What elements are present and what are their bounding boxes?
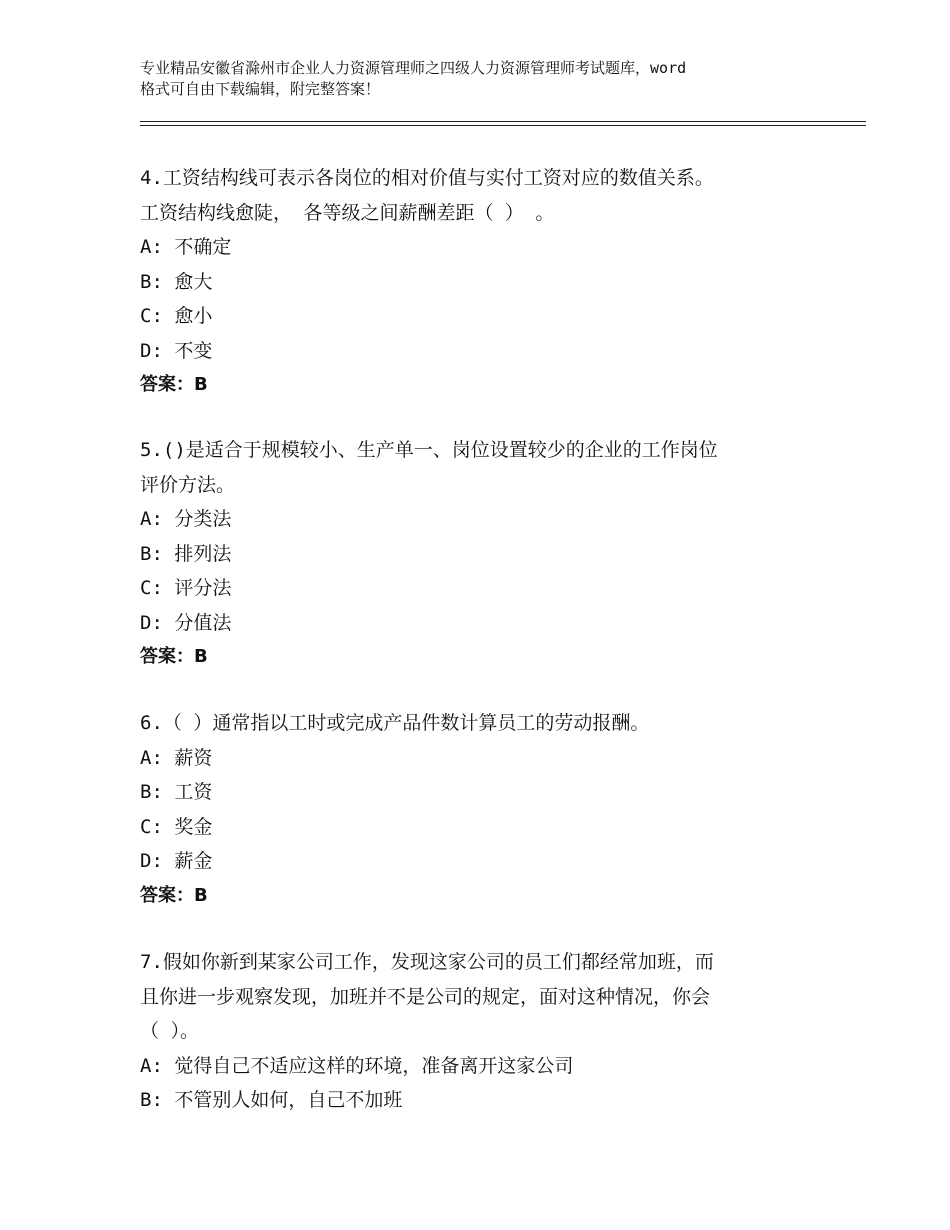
question-6 <box>140 706 820 913</box>
option-d: D: 不变 <box>140 339 213 362</box>
option-a: A: 觉得自己不适应这样的环境，准备离开这家公司 <box>140 1054 574 1077</box>
answer: 答案：B <box>140 884 208 906</box>
header-divider-bottom <box>140 125 866 126</box>
header-line-2: 格式可自由下载编辑，附完整答案！ <box>140 80 381 98</box>
question-stem-line: 6.（ ）通常指以工时或完成产品件数计算员工的劳动报酬。 <box>140 712 650 734</box>
option-d: D: 分值法 <box>140 611 232 634</box>
option-c: C: 愈小 <box>140 305 213 327</box>
question-5 <box>140 433 820 675</box>
header-line-1: 专业精品安徽省滁州市企业人力资源管理师之四级人力资源管理师考试题库，word <box>140 59 687 77</box>
option-b: B: 工资 <box>140 781 213 803</box>
option-b: B: 不管别人如何，自己不加班 <box>140 1089 403 1111</box>
question-stem-line: 且你进一步观察发现，加班并不是公司的规定，面对这种情况，你会 <box>140 985 711 1008</box>
answer: 答案：B <box>140 646 208 667</box>
option-c: C: 奖金 <box>140 815 213 838</box>
question-stem-line: 7.假如你新到某家公司工作，发现这家公司的员工们都经常加班，而 <box>140 951 714 973</box>
option-d: D: 薪金 <box>140 850 213 872</box>
option-a: A: 薪资 <box>140 746 213 769</box>
option-b: B: 排列法 <box>140 542 232 565</box>
question-stem-line: （ ）。 <box>140 1020 199 1042</box>
question-stem-line: 工资结构线愈陡， 各等级之间薪酬差距（ ） 。 <box>140 201 555 224</box>
document-header <box>140 58 830 100</box>
option-b: B: 愈大 <box>140 270 213 293</box>
question-stem-line: 5.()是适合于规模较小、生产单一、岗位设置较少的企业的工作岗位 <box>140 439 718 461</box>
question-7 <box>140 945 820 1118</box>
option-c: C: 评分法 <box>140 577 232 599</box>
question-4 <box>140 161 820 403</box>
question-stem-line: 评价方法。 <box>140 473 236 496</box>
option-a: A: 不确定 <box>140 236 232 258</box>
header-divider-top <box>140 121 866 122</box>
option-a: A: 分类法 <box>140 508 232 530</box>
answer: 答案：B <box>140 374 208 395</box>
question-stem-line: 4.工资结构线可表示各岗位的相对价值与实付工资对应的数值关系。 <box>140 167 714 189</box>
